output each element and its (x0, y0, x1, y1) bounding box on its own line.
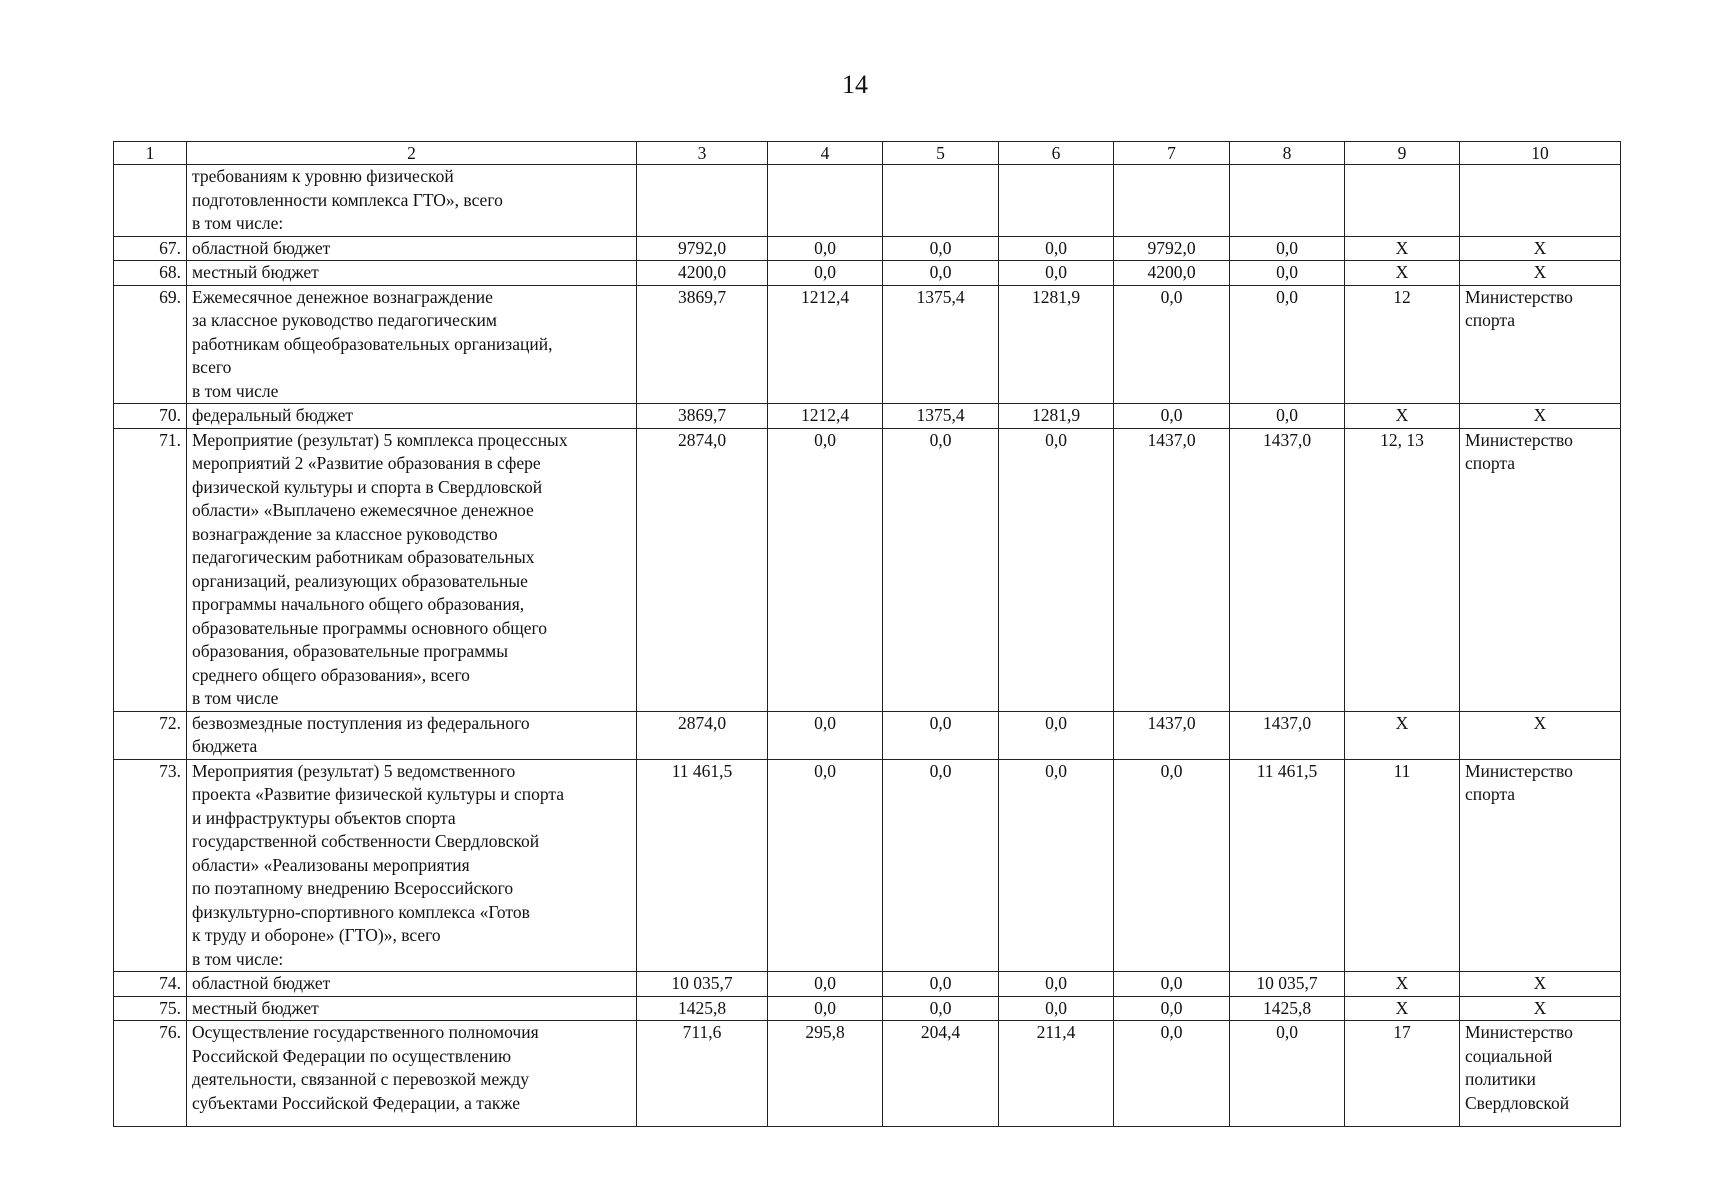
page-number: 14 (842, 70, 868, 99)
amount-col-5: 0,0 (883, 996, 999, 1021)
amount-col-5: 0,0 (883, 428, 999, 711)
column-header-5: 5 (883, 142, 999, 165)
amount-col-8: 1437,0 (1230, 711, 1345, 759)
amount-col-6: 1281,9 (999, 285, 1114, 404)
target-reference: Х (1345, 996, 1460, 1021)
amount-col-4: 0,0 (768, 236, 883, 261)
responsible-executor (1460, 165, 1621, 237)
amount-col-6: 0,0 (999, 261, 1114, 286)
amount-col-4: 0,0 (768, 428, 883, 711)
amount-col-3: 9792,0 (637, 236, 768, 261)
column-header-2: 2 (187, 142, 637, 165)
amount-col-7: 4200,0 (1114, 261, 1230, 286)
amount-col-7: 0,0 (1114, 996, 1230, 1021)
amount-col-5: 1375,4 (883, 285, 999, 404)
table-row (114, 261, 1621, 286)
responsible-executor: Х (1460, 236, 1621, 261)
table-row (114, 404, 1621, 429)
amount-col-6: 0,0 (999, 236, 1114, 261)
amount-col-3: 3869,7 (637, 285, 768, 404)
row-number: 67. (114, 236, 187, 261)
item-name: местный бюджет (187, 996, 637, 1021)
target-reference: 12, 13 (1345, 428, 1460, 711)
amount-col-5: 1375,4 (883, 404, 999, 429)
item-name: федеральный бюджет (187, 404, 637, 429)
amount-col-5: 204,4 (883, 1021, 999, 1127)
row-number: 70. (114, 404, 187, 429)
column-header-10: 10 (1460, 142, 1621, 165)
target-reference: Х (1345, 261, 1460, 286)
amount-col-5: 0,0 (883, 261, 999, 286)
row-number: 74. (114, 972, 187, 997)
amount-col-3: 2874,0 (637, 711, 768, 759)
item-name: Осуществление государственного полномочия Российской Федерации по осуществлению деятельности, связанной с перевозкой между субъектами Российской Федерации, а также (187, 1021, 637, 1127)
amount-col-6: 1281,9 (999, 404, 1114, 429)
column-header-9: 9 (1345, 142, 1460, 165)
row-number: 73. (114, 759, 187, 972)
table-row (114, 711, 1621, 759)
table-row (114, 236, 1621, 261)
target-reference: Х (1345, 404, 1460, 429)
amount-col-6: 0,0 (999, 428, 1114, 711)
amount-col-8: 0,0 (1230, 404, 1345, 429)
table-row (114, 996, 1621, 1021)
amount-col-6: 0,0 (999, 972, 1114, 997)
row-number: 76. (114, 1021, 187, 1127)
amount-col-7: 1437,0 (1114, 711, 1230, 759)
column-number-row (114, 142, 1621, 165)
amount-col-7: 0,0 (1114, 972, 1230, 997)
amount-col-3: 10 035,7 (637, 972, 768, 997)
amount-col-6 (999, 165, 1114, 237)
amount-col-5: 0,0 (883, 236, 999, 261)
amount-col-5: 0,0 (883, 759, 999, 972)
amount-col-6: 0,0 (999, 996, 1114, 1021)
amount-col-5: 0,0 (883, 711, 999, 759)
amount-col-4: 1212,4 (768, 285, 883, 404)
amount-col-7: 1437,0 (1114, 428, 1230, 711)
amount-col-8 (1230, 165, 1345, 237)
item-name: областной бюджет (187, 972, 637, 997)
amount-col-7: 0,0 (1114, 404, 1230, 429)
table-row (114, 972, 1621, 997)
amount-col-4: 0,0 (768, 972, 883, 997)
responsible-executor: Министерство социальной политики Свердловской (1460, 1021, 1621, 1127)
row-number: 68. (114, 261, 187, 286)
table-row (114, 165, 1621, 237)
amount-col-5 (883, 165, 999, 237)
item-name: местный бюджет (187, 261, 637, 286)
target-reference: Х (1345, 711, 1460, 759)
table-row (114, 1021, 1621, 1127)
item-name: Мероприятие (результат) 5 комплекса процессных мероприятий 2 «Развитие образования в сфере физической культуры и спорта в Свердловской области» «Выплачено ежемесячное денежное вознаграждение за классное руководство педагогическим работникам образовательных организаций, реализующих образовательные программы начального общего образования, образовательные программы основного общего образования, образовательные программы среднего общего образования», всего в том числе (187, 428, 637, 711)
target-reference (1345, 165, 1460, 237)
amount-col-3: 711,6 (637, 1021, 768, 1127)
amount-col-5: 0,0 (883, 972, 999, 997)
column-header-3: 3 (637, 142, 768, 165)
amount-col-4: 0,0 (768, 996, 883, 1021)
row-number: 69. (114, 285, 187, 404)
target-reference: 12 (1345, 285, 1460, 404)
amount-col-7: 9792,0 (1114, 236, 1230, 261)
amount-col-4: 1212,4 (768, 404, 883, 429)
column-header-8: 8 (1230, 142, 1345, 165)
amount-col-6: 0,0 (999, 759, 1114, 972)
amount-col-7: 0,0 (1114, 1021, 1230, 1127)
amount-col-3: 1425,8 (637, 996, 768, 1021)
amount-col-3 (637, 165, 768, 237)
row-number: 75. (114, 996, 187, 1021)
table-row (114, 285, 1621, 404)
row-number (114, 165, 187, 237)
row-number: 72. (114, 711, 187, 759)
amount-col-3: 4200,0 (637, 261, 768, 286)
column-header-7: 7 (1114, 142, 1230, 165)
responsible-executor: Министерство спорта (1460, 428, 1621, 711)
amount-col-8: 10 035,7 (1230, 972, 1345, 997)
table-row (114, 759, 1621, 972)
responsible-executor: Х (1460, 261, 1621, 286)
row-number: 71. (114, 428, 187, 711)
column-header-4: 4 (768, 142, 883, 165)
amount-col-8: 0,0 (1230, 285, 1345, 404)
amount-col-8: 0,0 (1230, 1021, 1345, 1127)
amount-col-3: 11 461,5 (637, 759, 768, 972)
amount-col-3: 3869,7 (637, 404, 768, 429)
responsible-executor: Х (1460, 996, 1621, 1021)
column-header-6: 6 (999, 142, 1114, 165)
budget-table (113, 141, 1621, 1127)
item-name: Ежемесячное денежное вознаграждение за классное руководство педагогическим работникам общеобразовательных организаций, всего в том числе (187, 285, 637, 404)
responsible-executor: Х (1460, 972, 1621, 997)
table-body (114, 165, 1621, 1127)
target-reference: Х (1345, 236, 1460, 261)
column-header-1: 1 (114, 142, 187, 165)
amount-col-8: 1425,8 (1230, 996, 1345, 1021)
amount-col-8: 0,0 (1230, 236, 1345, 261)
amount-col-4: 0,0 (768, 711, 883, 759)
amount-col-6: 211,4 (999, 1021, 1114, 1127)
amount-col-8: 0,0 (1230, 261, 1345, 286)
amount-col-7: 0,0 (1114, 285, 1230, 404)
amount-col-4 (768, 165, 883, 237)
table-row (114, 428, 1621, 711)
amount-col-4: 0,0 (768, 759, 883, 972)
item-name: требованиям к уровню физической подготовленности комплекса ГТО», всего в том числе: (187, 165, 637, 237)
target-reference: 11 (1345, 759, 1460, 972)
amount-col-8: 1437,0 (1230, 428, 1345, 711)
responsible-executor: Министерство спорта (1460, 285, 1621, 404)
target-reference: Х (1345, 972, 1460, 997)
amount-col-4: 295,8 (768, 1021, 883, 1127)
amount-col-6: 0,0 (999, 711, 1114, 759)
amount-col-4: 0,0 (768, 261, 883, 286)
responsible-executor: Х (1460, 711, 1621, 759)
target-reference: 17 (1345, 1021, 1460, 1127)
amount-col-7: 0,0 (1114, 759, 1230, 972)
item-name: безвозмездные поступления из федерального бюджета (187, 711, 637, 759)
responsible-executor: Х (1460, 404, 1621, 429)
amount-col-7 (1114, 165, 1230, 237)
item-name: областной бюджет (187, 236, 637, 261)
amount-col-3: 2874,0 (637, 428, 768, 711)
item-name: Мероприятия (результат) 5 ведомственного проекта «Развитие физической культуры и спорта и инфраструктуры объектов спорта государственной собственности Свердловской области» «Реализованы мероприятия по поэтапному внедрению Всероссийского физкультурно-спортивного комплекса «Готов к труду и обороне» (ГТО)», всего в том числе: (187, 759, 637, 972)
amount-col-8: 11 461,5 (1230, 759, 1345, 972)
responsible-executor: Министерство спорта (1460, 759, 1621, 972)
